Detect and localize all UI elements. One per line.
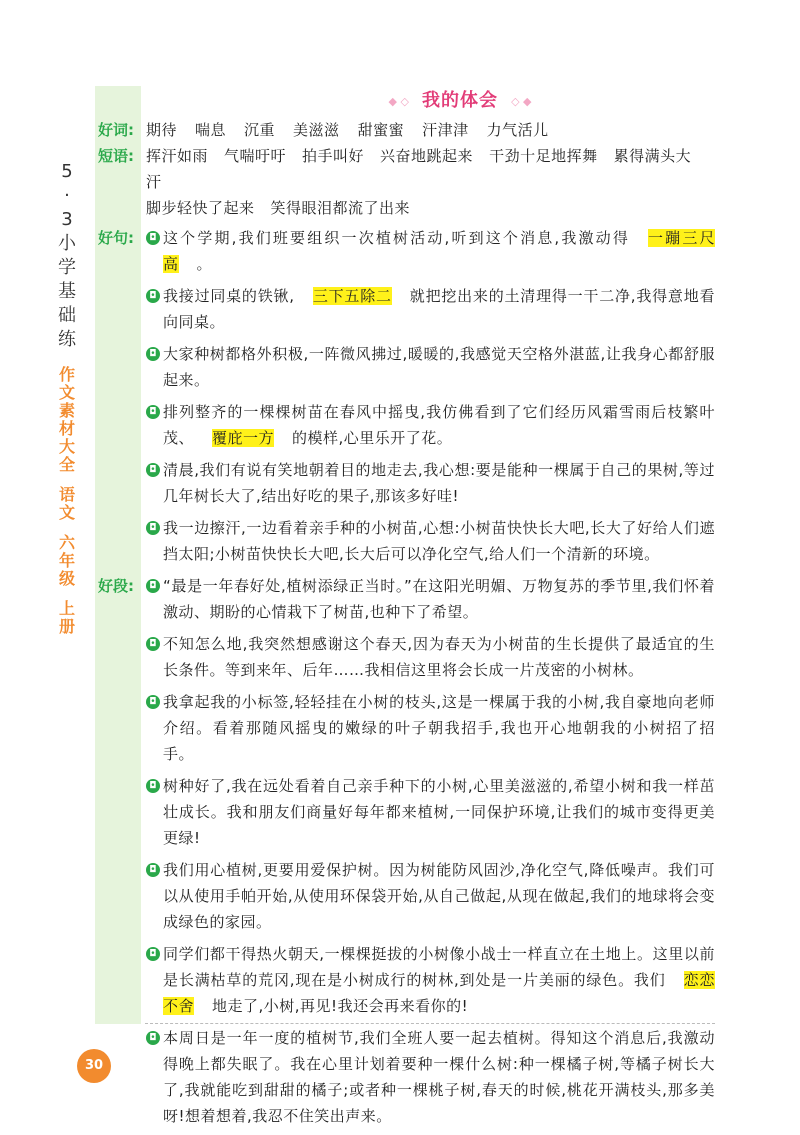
paragraphs-row [95,573,715,1135]
text: 我们用心植树,更要用爱保护树。因为树能防风固沙,净化空气,降低噪声。我们可以从使用手帕开始,从使用环保袋开始,从自己做起,从现在做起,我们的地球将会变成绿色的家园。 [163,861,715,931]
paragraph-item-text [163,573,715,625]
bullet-icon: ◘ [146,405,160,419]
side-char: 学 [58,257,76,278]
highlighted-phrase: 恋恋不舍 [163,971,715,1015]
decor-left-icon: ◆ ◇ [388,95,409,108]
good-word: 甜蜜蜜 [357,121,405,139]
good-word: 力气活儿 [486,121,549,139]
side-orange-char: 文 [58,383,75,402]
sentences-list [146,225,715,573]
text: 的模样,心里乐开了花。 [292,429,453,447]
side-orange-char: 素 [58,401,75,420]
text: 本周日是一年一度的植树节,我们全班人要一起去植树。得知这个消息后,我激动得晚上都失眠了。我在心里计划着要种一棵什么树:种一棵橘子树,等橘子树长大了,我就能吃到甜甜的橘子;或者种一棵桃子树,春天的时候,桃花开满枝头,那多美呀!想着想着,我忍不住笑出声来。 [163,1029,715,1125]
phrase: 气喘吁吁 [224,147,287,165]
side-orange-char: 级 [58,569,75,588]
phrases-label: 短语: [98,147,134,165]
text: 我拿起我的小标签,轻轻挂在小树的枝头,这是一棵属于我的小树,我自豪地向老师介绍。看着那随风摇曳的嫩绿的叶子朝我招手,我也开心地朝我的小树招了招手。 [163,693,715,763]
good-word: 汗津津 [422,121,469,139]
side-char: 5 [61,161,73,182]
side-char: 础 [58,305,76,326]
bullet-icon: ◘ [146,347,160,361]
paragraph-item-text [163,857,715,935]
side-char: 小 [58,233,76,254]
text: 不知怎么地,我突然想感谢这个春天,因为春天为小树苗的生长提供了最适宜的生长条件。等到来年、后年……我相信这里将会长成一片茂密的小树林。 [163,635,715,679]
side-orange-char: 材 [58,419,75,438]
bullet-icon: ◘ [146,231,160,245]
paragraph-item [146,631,715,683]
good-words-row [95,117,715,143]
side-char: 基 [58,281,76,302]
good-word: 沉重 [244,121,276,139]
sentence-item-text [163,225,715,277]
good-word: 喘息 [195,121,227,139]
good-words-list [146,117,715,143]
paragraph-item-text [163,773,715,851]
side-orange-char: 作 [58,365,75,384]
phrase: 兴奋地跳起来 [380,147,474,165]
bullet-icon: ◘ [146,463,160,477]
paragraph-item-text [163,631,715,683]
paragraphs-list [146,573,715,1135]
paragraph-item [146,573,715,625]
text: 树种好了,我在远处看着自己亲手种下的小树,心里美滋滋的,希望小树和我一样茁壮成长。我和朋友们商量好每年都来植树,一同保护环境,让我们的城市变得更美更绿! [163,777,715,847]
content-body [95,117,715,1135]
bullet-icon: ◘ [146,1031,160,1045]
side-orange-char: 上 [58,599,75,618]
side-char: 练 [58,329,76,350]
sentence-item [146,225,715,277]
good-words-label: 好词: [98,121,134,139]
bullet-icon: ◘ [146,637,160,651]
text: 清晨,我们有说有笑地朝着目的地走去,我心想:要是能种一棵属于自己的果树,等过几年树长大了,结出好吃的果子,那该多好哇! [163,461,715,505]
side-orange-char: 年 [58,551,75,570]
paragraph-item [146,773,715,851]
phrases-row [95,143,715,221]
decor-right-icon: ◇ ◆ [511,95,532,108]
phrase: 拍手叫好 [302,147,365,165]
text: “最是一年春好处,植树添绿正当时。”在这阳光明媚、万物复苏的季节里,我们怀着激动、期盼的心情栽下了树苗,也种下了希望。 [163,577,715,621]
text: 同学们都干得热火朝天,一棵棵挺拔的小树像小战士一样直立在土地上。这里以前是长满枯草的荒冈,现在是小树成行的树林,到处是一片美丽的绿色。我们 [163,945,715,989]
highlighted-phrase: 三下五除二 [312,287,392,305]
bullet-icon: ◘ [146,521,160,535]
section-header [300,86,620,112]
sentence-item-text [163,341,715,393]
side-orange-char: 全 [58,455,75,474]
text: 我接过同桌的铁锹, [163,287,295,305]
paragraph-item [146,941,715,1019]
section-title: 我的体会 [422,90,498,111]
phrase: 干劲十足地挥舞 [489,147,598,165]
paragraph-item [146,1025,715,1129]
paragraph-item [146,857,715,935]
page-number: 30 [77,1049,111,1083]
side-orange-char: 册 [58,617,75,636]
sentences-label: 好句: [98,229,134,247]
text: 。 [196,255,213,273]
sentences-row [95,225,715,573]
sentence-item-text [163,399,715,451]
bottom-divider [145,1023,715,1024]
text: 地走了,小树,再见!我还会再来看你的! [212,997,469,1015]
good-word: 美滋滋 [293,121,340,139]
highlighted-phrase: 覆庇一方 [212,429,275,447]
text: 我一边擦汗,一边看着亲手种的小树苗,心想:小树苗快快长大吧,长大了好给人们遮挡太阳;小树苗快快长大吧,长大后可以净化空气,给人们一个清新的环境。 [163,519,715,563]
side-orange-char: 六 [58,533,75,552]
side-orange-char: 语 [58,485,75,504]
sentence-item-text [163,515,715,567]
bullet-icon: ◘ [146,579,160,593]
paragraphs-label: 好段: [98,577,134,595]
sentence-item [146,283,715,335]
bullet-icon: ◘ [146,695,160,709]
highlighted-phrase: 一蹦三尺高 [163,229,715,273]
sentence-item [146,515,715,567]
paragraph-item-text [163,689,715,767]
text: 就把挖出来的土清理得一干二净,我得意地看向同桌。 [163,287,715,331]
sentence-item [146,457,715,509]
text: 排列整齐的一棵棵树苗在春风中摇曳,我仿佛看到了它们经历风霜雪雨后枝繁叶茂、 [163,403,715,447]
side-orange-char: 大 [58,437,75,456]
sentence-item [146,399,715,451]
paragraph-item-text [163,1025,715,1129]
bullet-icon: ◘ [146,863,160,877]
bullet-icon: ◘ [146,289,160,303]
side-char: · [64,185,70,206]
text: 这个学期,我们班要组织一次植树活动,听到这个消息,我激动得 [163,229,630,247]
side-orange-char: 文 [58,503,75,522]
phrases-list [146,143,715,221]
bullet-icon: ◘ [146,779,160,793]
paragraph-item [146,689,715,767]
sentence-item-text [163,457,715,509]
paragraph-item-text [163,941,715,1019]
text: 大家种树都格外积极,一阵微风拂过,暖暖的,我感觉天空格外湛蓝,让我身心都舒服起来。 [163,345,715,389]
phrase: 累得满头大汗 [146,147,692,191]
sentence-item [146,341,715,393]
phrase: 脚步轻快了起来 [146,199,255,217]
sentence-item-text [163,283,715,335]
phrase: 挥汗如雨 [146,147,209,165]
bullet-icon: ◘ [146,947,160,961]
phrase: 笑得眼泪都流了出来 [270,199,411,217]
side-series-title [54,160,80,636]
side-char: 3 [61,209,73,230]
good-word: 期待 [146,121,178,139]
